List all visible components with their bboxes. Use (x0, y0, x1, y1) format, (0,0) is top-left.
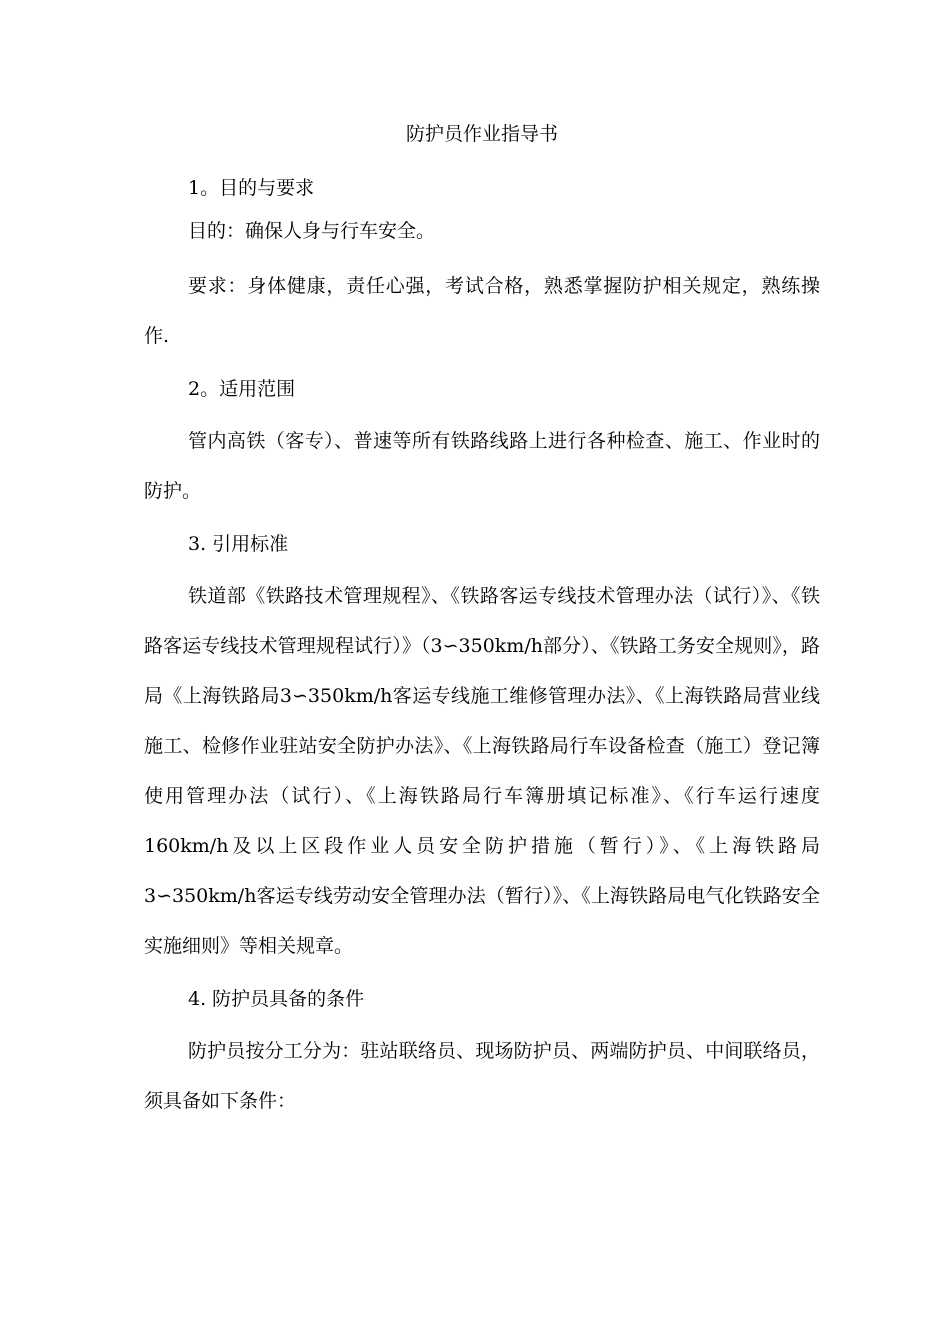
section-gap (144, 975, 820, 983)
section-heading-standards: 3. 引用标准 (188, 533, 289, 555)
section-gap (144, 520, 820, 528)
section-heading-conditions: 4. 防护员具备的条件 (188, 988, 365, 1010)
paragraph-purpose: 目的：确保人身与行车安全。 (188, 220, 436, 242)
section-heading-scope: 2。适用范围 (188, 378, 296, 400)
paragraph-conditions: 防护员按分工分为：驻站联络员、现场防护员、两端防护员、中间联络员，须具备如下条件： (144, 1040, 820, 1112)
paragraph-requirements: 要求：身体健康，责任心强，考试合格，熟悉掌握防护相关规定，熟练操作. (144, 275, 820, 347)
paragraph-standards: 铁道部《铁路技术管理规程》、《铁路客运专线技术管理办法（试行）》、《铁路客运专线技术管理规程试行）》（3∽350km/h部分）、《铁路工务安全规则》，路局《上海铁路局3∽350km/h客运专线施工维修管理办法》、《上海铁路局营业线施工、检修作业驻站安全防护办法》、《上海铁路局行车设备检查（施工）登记簿使用管理办法（试行）、《上海铁路局行车簿册填记标准》、《行车运行速度160km/h及以上区段作业人员安全防护措施（暂行）》、《上海铁路局3∽350km/h客运专线劳动安全管理办法（暂行）》、《上海铁路局电气化铁路安全实施细则》等相关规章。 (144, 585, 820, 957)
paragraph-scope: 管内高铁（客专）、普速等所有铁路线路上进行各种检查、施工、作业时的防护。 (144, 430, 820, 502)
section-gap (144, 365, 820, 373)
document-body (144, 118, 820, 1130)
document-title: 防护员作业指导书 (405, 123, 558, 145)
section-heading-purpose: 1。目的与要求 (188, 177, 315, 199)
